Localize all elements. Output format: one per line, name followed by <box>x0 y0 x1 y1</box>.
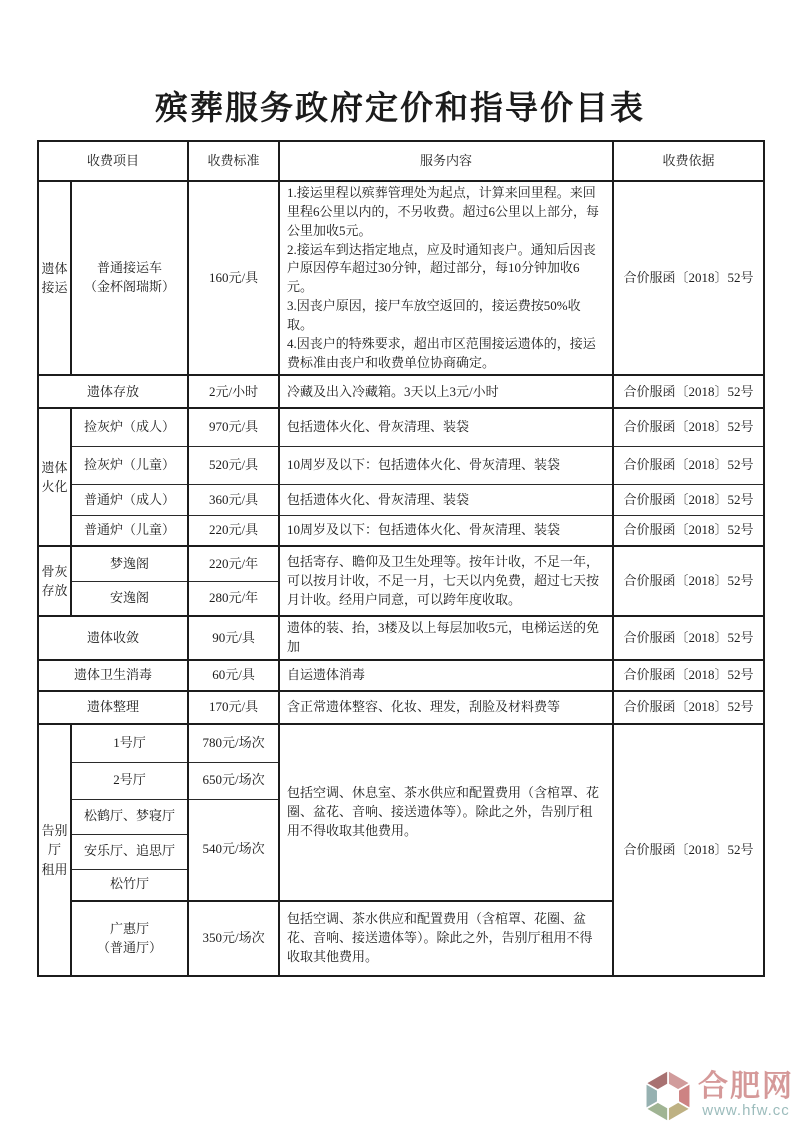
cell-std-ash-furnace-adult: 970元/具 <box>188 408 279 446</box>
row-ash-storage-mengyige <box>38 546 764 581</box>
cell-item-body-encoffining: 遗体收敛 <box>38 616 188 660</box>
cell-std-hall-2: 650元/场次 <box>188 762 279 799</box>
cell-std-body-encoffining: 90元/具 <box>188 616 279 660</box>
row-cremation-normal-adult <box>38 484 764 515</box>
page-title: 殡葬服务政府定价和指导价目表 <box>155 91 645 127</box>
cell-basis-normal-furnace-child: 合价服函〔2018〕52号 <box>613 515 764 546</box>
hfw-watermark-text <box>698 1072 794 1120</box>
cell-std-normal-furnace-adult: 360元/具 <box>188 484 279 515</box>
cell-svc-ash-furnace-adult: 包括遗体火化、骨灰清理、装袋 <box>279 408 613 446</box>
cell-item-songhe-mengqin: 松鹤厅、梦寝厅 <box>71 799 188 834</box>
cell-std-guanghui: 350元/场次 <box>188 901 279 976</box>
cell-item-normal-furnace-child: 普通炉（儿童） <box>71 515 188 546</box>
row-hall-1 <box>38 724 764 762</box>
cell-svc-body-encoffining: 遗体的装、抬，3楼及以上每层加收5元，电梯运送的免加 <box>279 616 613 660</box>
cell-basis-transport: 合价服函〔2018〕52号 <box>613 181 764 375</box>
hfw-site-url: www.hfw.cc <box>702 1102 790 1119</box>
header-service-content: 服务内容 <box>279 141 613 181</box>
cell-basis-normal-furnace-adult: 合价服函〔2018〕52号 <box>613 484 764 515</box>
cell-svc-guanghui: 包括空调、茶水供应和配置费用（含棺罩、花圈、盆花、音响、接送遗体等）。除此之外，告别厅租用不得收取其他费用。 <box>279 901 613 976</box>
cell-category-body-transport: 遗体 接运 <box>38 181 71 375</box>
cell-svc-ash-furnace-child: 10周岁及以下：包括遗体火化、骨灰清理、装袋 <box>279 446 613 484</box>
cell-std-body-storage: 2元/小时 <box>188 375 279 408</box>
row-cremation-ash-child <box>38 446 764 484</box>
hfw-site-name: 合肥网 <box>698 1070 794 1103</box>
cell-category-ash-storage: 骨灰 存放 <box>38 546 71 616</box>
cell-basis-body-grooming: 合价服函〔2018〕52号 <box>613 691 764 724</box>
row-body-transport <box>38 181 764 375</box>
cell-std-anyige: 280元/年 <box>188 581 279 616</box>
cell-std-mengyige: 220元/年 <box>188 546 279 581</box>
cell-basis-body-disinfection: 合价服函〔2018〕52号 <box>613 660 764 691</box>
cell-item-anle-zhuisi: 安乐厅、追思厅 <box>71 834 188 869</box>
row-body-disinfection <box>38 660 764 691</box>
cell-basis-body-encoffining: 合价服函〔2018〕52号 <box>613 616 764 660</box>
cell-basis-ash-furnace-adult: 合价服函〔2018〕52号 <box>613 408 764 446</box>
header-charge-standard: 收费标准 <box>188 141 279 181</box>
cell-basis-ash-storage: 合价服函〔2018〕52号 <box>613 546 764 616</box>
row-body-grooming <box>38 691 764 724</box>
cell-item-ash-furnace-child: 捡灰炉（儿童） <box>71 446 188 484</box>
cell-std-body-disinfection: 60元/具 <box>188 660 279 691</box>
cell-svc-normal-furnace-adult: 包括遗体火化、骨灰清理、装袋 <box>279 484 613 515</box>
row-body-storage <box>38 375 764 408</box>
cell-basis-farewell-hall: 合价服函〔2018〕52号 <box>613 724 764 976</box>
cell-std-halls-540: 540元/场次 <box>188 799 279 901</box>
cell-svc-halls-main: 包括空调、休息室、茶水供应和配置费用（含棺罩、花圈、盆花、音响、接送遗体等）。除此之外，告别厅租用不得收取其他费用。 <box>279 724 613 901</box>
cell-item-transport-vehicle: 普通接运车 （金杯阁瑞斯） <box>71 181 188 375</box>
cell-item-songzhu: 松竹厅 <box>71 869 188 901</box>
cell-item-guanghui: 广惠厅 （普通厅） <box>71 901 188 976</box>
header-charge-item: 收费项目 <box>38 141 188 181</box>
hfw-pinwheel-logo-icon <box>640 1067 696 1125</box>
cell-item-hall-2: 2号厅 <box>71 762 188 799</box>
cell-svc-body-storage: 冷藏及出入冷藏箱。3天以上3元/小时 <box>279 375 613 408</box>
row-body-encoffining <box>38 616 764 660</box>
cell-item-mengyige: 梦逸阁 <box>71 546 188 581</box>
cell-item-body-storage: 遗体存放 <box>38 375 188 408</box>
cell-svc-body-grooming: 含正常遗体整容、化妆、理发，刮脸及材料费等 <box>279 691 613 724</box>
cell-svc-body-disinfection: 自运遗体消毒 <box>279 660 613 691</box>
header-charge-basis: 收费依据 <box>613 141 764 181</box>
cell-std-ash-furnace-child: 520元/具 <box>188 446 279 484</box>
cell-std-transport: 160元/具 <box>188 181 279 375</box>
row-cremation-normal-child <box>38 515 764 546</box>
cell-item-body-disinfection: 遗体卫生消毒 <box>38 660 188 691</box>
cell-item-ash-furnace-adult: 捡灰炉（成人） <box>71 408 188 446</box>
cell-item-normal-furnace-adult: 普通炉（成人） <box>71 484 188 515</box>
row-cremation-ash-adult <box>38 408 764 446</box>
cell-svc-ash-storage: 包括寄存、瞻仰及卫生处理等。按年计收，不足一年，可以按月计收，不足一月，七天以内免费，超过七天按月计收。经用户同意，可以跨年度收取。 <box>279 546 613 616</box>
cell-std-body-grooming: 170元/具 <box>188 691 279 724</box>
cell-std-normal-furnace-child: 220元/具 <box>188 515 279 546</box>
cell-svc-normal-furnace-child: 10周岁及以下：包括遗体火化、骨灰清理、装袋 <box>279 515 613 546</box>
cell-svc-transport: 1.接运里程以殡葬管理处为起点，计算来回里程。来回里程6公里以内的，不另收费。超过6公里以上部分，每公里加收5元。 2.接运车到达指定地点，应及时通知丧户。通知后因丧户原因停车超过30分钟，超过部分，每10分钟加收6元。 3.因丧户原因，接尸车放空返回的，接运费按50%收取。 4.因丧户的特殊要求，超出市区范围接运遗体的，接运费标准由丧户和收费单位协商确定。 <box>279 181 613 375</box>
cell-basis-ash-furnace-child: 合价服函〔2018〕52号 <box>613 446 764 484</box>
cell-category-farewell-hall: 告别厅 租用 <box>38 724 71 976</box>
cell-item-hall-1: 1号厅 <box>71 724 188 762</box>
cell-item-body-grooming: 遗体整理 <box>38 691 188 724</box>
hfw-watermark <box>640 1067 794 1125</box>
cell-item-anyige: 安逸阁 <box>71 581 188 616</box>
cell-category-cremation: 遗体 火化 <box>38 408 71 546</box>
price-table <box>37 140 765 977</box>
cell-std-hall-1: 780元/场次 <box>188 724 279 762</box>
cell-basis-body-storage: 合价服函〔2018〕52号 <box>613 375 764 408</box>
